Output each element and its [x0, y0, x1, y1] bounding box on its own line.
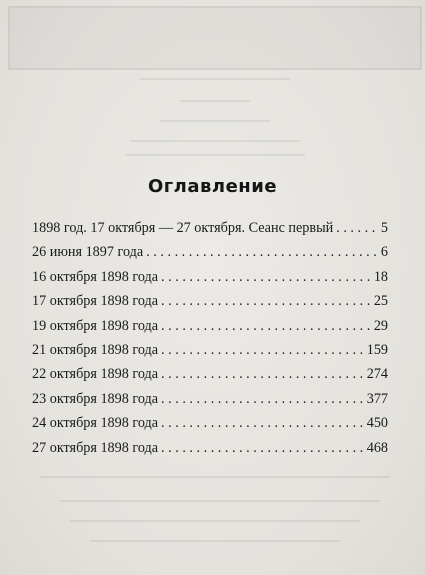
toc-entry-title: 19 октября 1898 года: [32, 317, 159, 334]
toc-entry[interactable]: [32, 366, 388, 390]
toc-entry[interactable]: [32, 440, 388, 464]
dot-leader: [161, 293, 371, 310]
toc-entry-title: 16 октября 1898 года: [32, 268, 159, 285]
toc-entry-title: 1898 год. 17 октября — 27 октября. Сеанс первый: [32, 220, 334, 236]
show-through-box: [8, 6, 422, 70]
toc-entry-title: 26 июня 1897 года: [32, 244, 144, 261]
toc-entry-page: 6: [380, 244, 388, 261]
toc-entry-page: 29: [373, 317, 388, 334]
toc-entry-page: 18: [373, 268, 388, 285]
toc-entry-page: 450: [366, 415, 388, 432]
toc-entry-page: 468: [366, 439, 388, 456]
page-title: Оглавление: [147, 176, 278, 197]
show-through-line: [40, 476, 390, 478]
dot-leader: [161, 269, 371, 286]
dot-leader: [161, 415, 364, 432]
table-of-contents: [32, 220, 388, 464]
toc-entry-page: 274: [366, 366, 388, 383]
toc-entry-title: 23 октября 1898 года: [32, 390, 159, 407]
toc-entry[interactable]: [32, 318, 388, 342]
toc-entry-page: 5: [380, 220, 388, 236]
toc-entry[interactable]: [32, 391, 388, 415]
toc-entry[interactable]: [32, 415, 388, 439]
show-through-line: [125, 154, 305, 156]
toc-entry-title: 21 октября 1898 года: [32, 341, 159, 358]
toc-entry[interactable]: [32, 342, 388, 366]
show-through-line: [160, 120, 270, 122]
toc-entry-page: 159: [366, 341, 388, 358]
toc-entry[interactable]: [32, 220, 388, 244]
show-through-line: [140, 78, 290, 80]
dot-leader: [161, 366, 364, 383]
show-through-line: [60, 500, 380, 502]
toc-entry-page: 25: [373, 293, 388, 310]
show-through-line: [70, 520, 360, 522]
toc-entry-title: 17 октября 1898 года: [32, 293, 159, 310]
toc-entry[interactable]: [32, 269, 388, 293]
dot-leader: [161, 318, 371, 335]
dot-leader: [336, 220, 378, 237]
show-through-line: [130, 140, 300, 142]
toc-entry[interactable]: [32, 244, 388, 268]
show-through-line: [90, 540, 340, 542]
dot-leader: [146, 244, 378, 261]
dot-leader: [161, 391, 364, 408]
show-through-line: [180, 100, 250, 102]
toc-entry-title: 27 октября 1898 года: [32, 439, 159, 456]
dot-leader: [161, 342, 364, 359]
toc-entry-title: 24 октября 1898 года: [32, 415, 159, 432]
toc-entry-title: 22 октября 1898 года: [32, 366, 159, 383]
toc-entry[interactable]: [32, 293, 388, 317]
dot-leader: [161, 440, 364, 457]
toc-entry-page: 377: [366, 390, 388, 407]
